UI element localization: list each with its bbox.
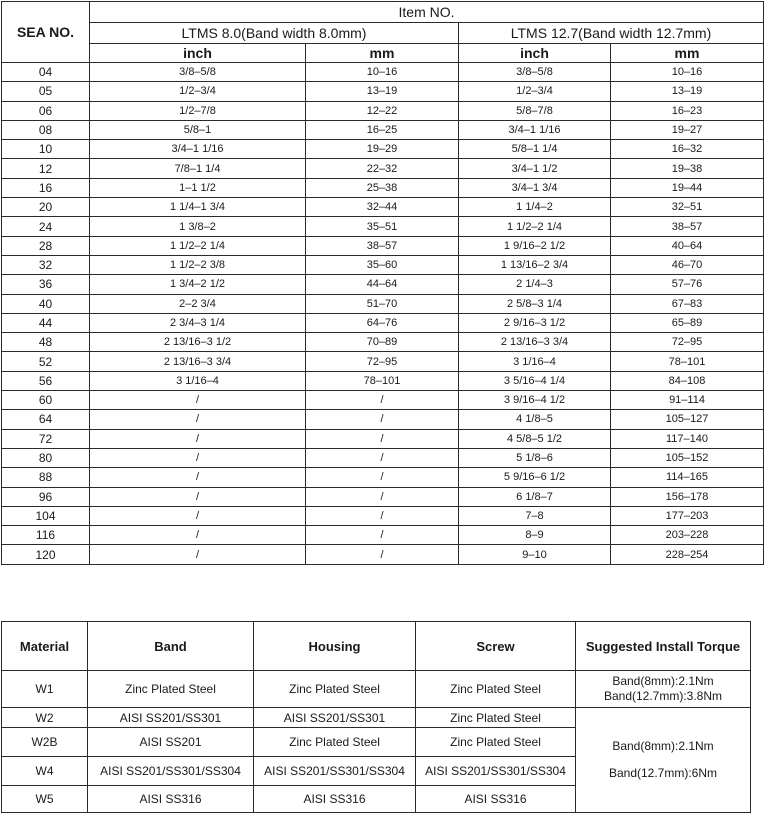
inch-8-cell: / [90,545,306,564]
torque-8mm-w1: Band(8mm):2.1Nm [612,674,714,688]
inch-12-7-cell: 2 1/4–3 [459,275,611,294]
table-row [2,198,764,217]
mm-12-7-cell: 16–23 [611,101,764,120]
mm-8-cell: 72–95 [306,352,459,371]
inch-12-7-cell: 2 5/8–3 1/4 [459,294,611,313]
sea-no-cell: 104 [2,506,90,525]
size-table-body [2,63,764,565]
torque-cell-shared [576,708,751,813]
material-header: Material [2,622,88,671]
housing-cell: AISI SS201/SS301 [254,708,416,728]
sea-no-cell: 44 [2,313,90,332]
size-table [1,1,764,565]
material-table [1,621,751,813]
screw-header: Screw [416,622,576,671]
inch-8-cell: 1 3/4–2 1/2 [90,275,306,294]
inch-12-7-cell: 7–8 [459,506,611,525]
torque-12-7mm: Band(12.7mm):6Nm [608,766,718,780]
mm-8-cell: / [306,545,459,564]
table-row [2,526,764,545]
sea-no-cell: 52 [2,352,90,371]
screw-cell: AISI SS316 [416,786,576,813]
inch-12-7-cell: 1 13/16–2 3/4 [459,255,611,274]
mm-12-7-cell: 19–27 [611,120,764,139]
torque-header: Suggested Install Torque [576,622,751,671]
mm-12-7-cell: 13–19 [611,82,764,101]
inch-8-cell: 7/8–1 1/4 [90,159,306,178]
mm-12-7-cell: 177–203 [611,506,764,525]
sea-no-cell: 10 [2,140,90,159]
mm-12-7-cell: 117–140 [611,429,764,448]
housing-cell: AISI SS201/SS301/SS304 [254,757,416,786]
mm-12-7-cell: 65–89 [611,313,764,332]
mm-12-7-cell: 84–108 [611,371,764,390]
band-cell: AISI SS201/SS301 [88,708,254,728]
mm-12-7-cell: 105–127 [611,410,764,429]
mm-8-cell: 51–70 [306,294,459,313]
inch-8-cell: 1 1/4–1 3/4 [90,198,306,217]
table-row [2,371,764,390]
sea-no-cell: 64 [2,410,90,429]
table-row [2,120,764,139]
mm-8-cell: 16–25 [306,120,459,139]
mm-12-7-cell: 78–101 [611,352,764,371]
sea-no-cell: 80 [2,448,90,467]
housing-cell: Zinc Plated Steel [254,671,416,708]
screw-cell: Zinc Plated Steel [416,708,576,728]
mm-12-7-cell: 203–228 [611,526,764,545]
mm-8-cell: 32–44 [306,198,459,217]
unit-header-inch-8: inch [90,44,306,63]
table-row [2,708,751,728]
inch-8-cell: / [90,391,306,410]
sea-no-cell: 06 [2,101,90,120]
mm-8-cell: 70–89 [306,333,459,352]
mm-8-cell: / [306,429,459,448]
inch-8-cell: 2 3/4–3 1/4 [90,313,306,332]
table-row [2,217,764,236]
mm-8-cell: / [306,487,459,506]
sea-no-cell: 08 [2,120,90,139]
inch-8-cell: 2–2 3/4 [90,294,306,313]
sea-no-cell: 120 [2,545,90,564]
material-cell: W2 [2,708,88,728]
inch-8-cell: / [90,429,306,448]
inch-12-7-cell: 3/4–1 1/2 [459,159,611,178]
mm-8-cell: / [306,468,459,487]
mm-8-cell: 12–22 [306,101,459,120]
housing-cell: Zinc Plated Steel [254,728,416,757]
inch-8-cell: / [90,448,306,467]
table-row [2,391,764,410]
torque-8mm: Band(8mm):2.1Nm [612,739,714,753]
unit-header-mm-8: mm [306,44,459,63]
band-cell: AISI SS201/SS301/SS304 [88,757,254,786]
inch-8-cell: 3/8–5/8 [90,63,306,82]
material-cell: W5 [2,786,88,813]
inch-12-7-cell: 3/4–1 3/4 [459,178,611,197]
band-cell: AISI SS316 [88,786,254,813]
unit-header-inch-12-7: inch [459,44,611,63]
inch-12-7-cell: 1 1/4–2 [459,198,611,217]
mm-12-7-cell: 114–165 [611,468,764,487]
mm-8-cell: / [306,391,459,410]
torque-12-7mm-w1: Band(12.7mm):3.8Nm [603,689,723,703]
sea-no-cell: 56 [2,371,90,390]
sea-no-cell: 88 [2,468,90,487]
mm-12-7-cell: 156–178 [611,487,764,506]
table-row [2,236,764,255]
mm-12-7-cell: 38–57 [611,217,764,236]
item-no-header: Item NO. [90,2,764,23]
sea-no-cell: 40 [2,294,90,313]
inch-12-7-cell: 1 9/16–2 1/2 [459,236,611,255]
inch-12-7-cell: 8–9 [459,526,611,545]
inch-8-cell: 3 1/16–4 [90,371,306,390]
inch-8-cell: 5/8–1 [90,120,306,139]
table-row [2,429,764,448]
inch-12-7-cell: 3 9/16–4 1/2 [459,391,611,410]
table-row [2,140,764,159]
mm-8-cell: 19–29 [306,140,459,159]
mm-12-7-cell: 32–51 [611,198,764,217]
sea-no-cell: 16 [2,178,90,197]
sea-no-header: SEA NO. [2,2,90,63]
mm-12-7-cell: 19–38 [611,159,764,178]
table-row [2,487,764,506]
table-row [2,178,764,197]
table-row [2,255,764,274]
mm-8-cell: 38–57 [306,236,459,255]
inch-12-7-cell: 3 5/16–4 1/4 [459,371,611,390]
screw-cell: Zinc Plated Steel [416,671,576,708]
inch-12-7-cell: 5 1/8–6 [459,448,611,467]
mm-12-7-cell: 46–70 [611,255,764,274]
material-cell: W1 [2,671,88,708]
inch-12-7-cell: 3/8–5/8 [459,63,611,82]
band-header: Band [88,622,254,671]
sea-no-cell: 12 [2,159,90,178]
mm-8-cell: / [306,506,459,525]
sea-no-cell: 96 [2,487,90,506]
inch-8-cell: 3/4–1 1/16 [90,140,306,159]
table-row [2,410,764,429]
table-row [2,545,764,564]
inch-12-7-cell: 5 9/16–6 1/2 [459,468,611,487]
band-cell: AISI SS201 [88,728,254,757]
inch-12-7-cell: 3 1/16–4 [459,352,611,371]
screw-cell: AISI SS201/SS301/SS304 [416,757,576,786]
table-row [2,275,764,294]
inch-12-7-cell: 2 13/16–3 3/4 [459,333,611,352]
inch-12-7-cell: 5/8–1 1/4 [459,140,611,159]
mm-12-7-cell: 228–254 [611,545,764,564]
inch-8-cell: 1 1/2–2 3/8 [90,255,306,274]
torque-cell-w1 [576,671,751,708]
mm-8-cell: 22–32 [306,159,459,178]
mm-8-cell: 35–51 [306,217,459,236]
inch-8-cell: / [90,468,306,487]
table-row [2,313,764,332]
mm-12-7-cell: 40–64 [611,236,764,255]
mm-8-cell: 64–76 [306,313,459,332]
sea-no-cell: 72 [2,429,90,448]
table-row [2,671,751,708]
inch-8-cell: 1–1 1/2 [90,178,306,197]
mm-8-cell: 10–16 [306,63,459,82]
mm-8-cell: 35–60 [306,255,459,274]
table-row [2,294,764,313]
mm-12-7-cell: 105–152 [611,448,764,467]
sea-no-cell: 116 [2,526,90,545]
ltms-12-7-header: LTMS 12.7(Band width 12.7mm) [459,23,764,44]
material-table-body [2,671,751,813]
inch-8-cell: 2 13/16–3 3/4 [90,352,306,371]
sea-no-cell: 32 [2,255,90,274]
band-cell: Zinc Plated Steel [88,671,254,708]
inch-8-cell: / [90,487,306,506]
inch-12-7-cell: 5/8–7/8 [459,101,611,120]
inch-12-7-cell: 6 1/8–7 [459,487,611,506]
housing-cell: AISI SS316 [254,786,416,813]
mm-8-cell: 44–64 [306,275,459,294]
table-row [2,506,764,525]
mm-12-7-cell: 67–83 [611,294,764,313]
inch-12-7-cell: 3/4–1 1/16 [459,120,611,139]
mm-12-7-cell: 16–32 [611,140,764,159]
inch-8-cell: 1 3/8–2 [90,217,306,236]
mm-12-7-cell: 72–95 [611,333,764,352]
table-row [2,333,764,352]
mm-8-cell: 13–19 [306,82,459,101]
inch-8-cell: / [90,526,306,545]
inch-12-7-cell: 1/2–3/4 [459,82,611,101]
table-row [2,468,764,487]
mm-12-7-cell: 19–44 [611,178,764,197]
sea-no-cell: 60 [2,391,90,410]
sea-no-cell: 48 [2,333,90,352]
table-row [2,101,764,120]
inch-12-7-cell: 9–10 [459,545,611,564]
screw-cell: Zinc Plated Steel [416,728,576,757]
mm-8-cell: / [306,410,459,429]
mm-12-7-cell: 57–76 [611,275,764,294]
sea-no-cell: 28 [2,236,90,255]
inch-12-7-cell: 1 1/2–2 1/4 [459,217,611,236]
inch-8-cell: 2 13/16–3 1/2 [90,333,306,352]
inch-8-cell: / [90,506,306,525]
inch-8-cell: 1/2–7/8 [90,101,306,120]
sea-no-cell: 05 [2,82,90,101]
unit-header-mm-12-7: mm [611,44,764,63]
sea-no-cell: 04 [2,63,90,82]
mm-12-7-cell: 10–16 [611,63,764,82]
table-row [2,63,764,82]
mm-8-cell: 25–38 [306,178,459,197]
mm-8-cell: / [306,448,459,467]
table-row [2,352,764,371]
mm-8-cell: / [306,526,459,545]
inch-8-cell: / [90,410,306,429]
inch-12-7-cell: 2 9/16–3 1/2 [459,313,611,332]
mm-8-cell: 78–101 [306,371,459,390]
inch-8-cell: 1 1/2–2 1/4 [90,236,306,255]
mm-12-7-cell: 91–114 [611,391,764,410]
ltms-8-header: LTMS 8.0(Band width 8.0mm) [90,23,459,44]
inch-8-cell: 1/2–3/4 [90,82,306,101]
inch-12-7-cell: 4 5/8–5 1/2 [459,429,611,448]
sea-no-cell: 24 [2,217,90,236]
sea-no-cell: 36 [2,275,90,294]
housing-header: Housing [254,622,416,671]
table-row [2,448,764,467]
material-cell: W2B [2,728,88,757]
inch-12-7-cell: 4 1/8–5 [459,410,611,429]
sea-no-cell: 20 [2,198,90,217]
material-cell: W4 [2,757,88,786]
table-row [2,159,764,178]
table-row [2,82,764,101]
